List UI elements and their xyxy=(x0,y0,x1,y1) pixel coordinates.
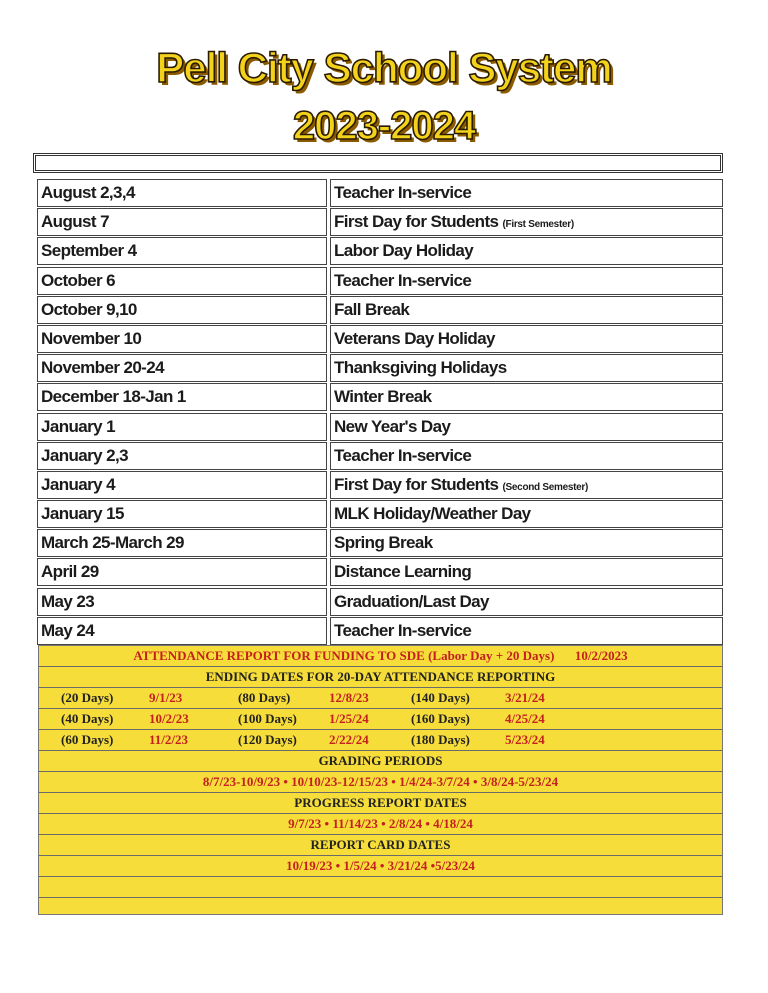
calendar-event-label: Labor Day Holiday xyxy=(334,241,474,261)
attendance-days: (80 Days) xyxy=(238,690,291,705)
calendar-event-label: Winter Break xyxy=(334,387,432,407)
calendar-date: October 9,10 xyxy=(37,296,327,324)
grading-periods-values: 8/7/23-10/9/23 • 10/10/23-12/15/23 • 1/4/24-3/7/24 • 3/8/24-5/23/24 xyxy=(39,772,722,793)
calendar-date: April 29 xyxy=(37,558,327,586)
blank-header-bar xyxy=(33,153,723,173)
calendar-date: January 4 xyxy=(37,471,327,499)
calendar-row xyxy=(37,325,723,353)
calendar-event-label: New Year's Day xyxy=(334,416,451,436)
calendar-row xyxy=(37,267,723,295)
calendar-row xyxy=(37,296,723,324)
blank-line xyxy=(39,898,722,914)
attendance-days: (120 Days) xyxy=(238,732,297,747)
calendar-row xyxy=(37,383,723,411)
ending-dates-header: ENDING DATES FOR 20-DAY ATTENDANCE REPORTING xyxy=(39,667,722,688)
progress-report-header: PROGRESS REPORT DATES xyxy=(39,793,722,814)
calendar-event-label: Teacher In-service xyxy=(334,183,472,202)
calendar-event-label: Fall Break xyxy=(334,299,410,319)
calendar-row xyxy=(37,442,723,470)
grading-periods-header: GRADING PERIODS xyxy=(39,751,722,772)
report-card-values: 10/19/23 • 1/5/24 • 3/21/24 •5/23/24 xyxy=(39,856,722,877)
calendar-date: March 25-March 29 xyxy=(37,529,327,557)
calendar-event-note: (First Semester) xyxy=(502,219,574,231)
calendar-event xyxy=(330,413,723,441)
calendar-event-label: Distance Learning xyxy=(334,562,472,582)
attendance-end-date: 11/2/23 xyxy=(149,732,189,747)
calendar-row xyxy=(37,413,723,441)
attendance-end-date: 1/25/24 xyxy=(329,711,369,726)
calendar-event xyxy=(330,588,723,616)
attendance-days: (60 Days) xyxy=(61,732,114,747)
calendar-date: May 23 xyxy=(37,588,327,616)
calendar-date: May 24 xyxy=(37,617,327,645)
calendar-row xyxy=(37,471,723,499)
attendance-days: (160 Days) xyxy=(411,711,470,726)
attendance-days: (180 Days) xyxy=(411,732,470,747)
calendar-date: November 20-24 xyxy=(37,354,327,382)
calendar-date: November 10 xyxy=(37,325,327,353)
calendar-event xyxy=(330,325,723,353)
calendar-event xyxy=(330,558,723,586)
calendar-event xyxy=(330,529,723,557)
calendar-row xyxy=(37,208,723,236)
calendar-event-label: Thanksgiving Holidays xyxy=(334,358,507,378)
attendance-end-date: 10/2/23 xyxy=(149,711,189,726)
calendar-event-label: Teacher In-service xyxy=(334,620,472,640)
calendar-row xyxy=(37,179,723,207)
attendance-grading-panel xyxy=(38,645,723,915)
attendance-period-line xyxy=(39,688,722,709)
calendar-date: January 15 xyxy=(37,500,327,528)
calendar-event xyxy=(330,267,723,295)
calendar-event-label: First Day for Students xyxy=(334,474,499,494)
calendar-date: August 7 xyxy=(37,208,327,236)
funding-report-label: ATTENDANCE REPORT FOR FUNDING TO SDE (Labor Day + 20 Days) xyxy=(133,648,555,663)
attendance-days: (40 Days) xyxy=(61,711,114,726)
calendar-date: January 2,3 xyxy=(37,442,327,470)
calendar-date: December 18-Jan 1 xyxy=(37,383,327,411)
calendar-event xyxy=(330,617,723,645)
attendance-period-line xyxy=(39,709,722,730)
calendar-event xyxy=(330,471,723,499)
attendance-days: (140 Days) xyxy=(411,690,470,705)
calendar-date: January 1 xyxy=(37,413,327,441)
attendance-days: (20 Days) xyxy=(61,690,114,705)
progress-report-values: 9/7/23 • 11/14/23 • 2/8/24 • 4/18/24 xyxy=(39,814,722,835)
calendar-event xyxy=(330,179,723,207)
calendar-row xyxy=(37,354,723,382)
attendance-end-date: 5/23/24 xyxy=(505,732,545,747)
calendar-event-label: MLK Holiday/Weather Day xyxy=(334,504,531,524)
funding-report-date: 10/2/2023 xyxy=(574,648,628,663)
calendar-event-label: Teacher In-service xyxy=(334,270,472,290)
calendar-event xyxy=(330,208,723,236)
calendar-row xyxy=(37,617,723,645)
attendance-end-date: 2/22/24 xyxy=(329,732,369,747)
calendar-table xyxy=(37,179,723,646)
calendar-date: August 2,3,4 xyxy=(37,179,327,207)
page-title: Pell City School System xyxy=(156,44,612,91)
calendar-event xyxy=(330,500,723,528)
report-card-header: REPORT CARD DATES xyxy=(39,835,722,856)
calendar-row xyxy=(37,529,723,557)
school-year-heading: 2023-2024 xyxy=(292,104,476,148)
calendar-date: September 4 xyxy=(37,237,327,265)
calendar-row xyxy=(37,588,723,616)
calendar-event-label: Veterans Day Holiday xyxy=(334,328,495,348)
blank-line xyxy=(39,877,722,898)
calendar-row xyxy=(37,237,723,265)
calendar-row xyxy=(37,558,723,586)
attendance-end-date: 9/1/23 xyxy=(149,690,183,705)
attendance-period-line xyxy=(39,730,722,751)
attendance-end-date: 3/21/24 xyxy=(505,690,545,705)
calendar-event-label: Teacher In-service xyxy=(334,445,472,465)
calendar-event xyxy=(330,383,723,411)
calendar-event xyxy=(330,237,723,265)
calendar-event xyxy=(330,296,723,324)
attendance-end-date: 12/8/23 xyxy=(329,690,369,705)
calendar-row xyxy=(37,500,723,528)
calendar-event xyxy=(330,354,723,382)
calendar-event-note: (Second Semester) xyxy=(502,481,589,493)
attendance-days: (100 Days) xyxy=(238,711,297,726)
calendar-event-label: First Day for Students xyxy=(334,212,499,232)
calendar-event-label: Graduation/Last Day xyxy=(334,591,489,611)
calendar-event xyxy=(330,442,723,470)
funding-report-line xyxy=(39,646,722,667)
calendar-event-label: Spring Break xyxy=(334,533,433,553)
calendar-date: October 6 xyxy=(37,267,327,295)
attendance-end-date: 4/25/24 xyxy=(505,711,545,726)
